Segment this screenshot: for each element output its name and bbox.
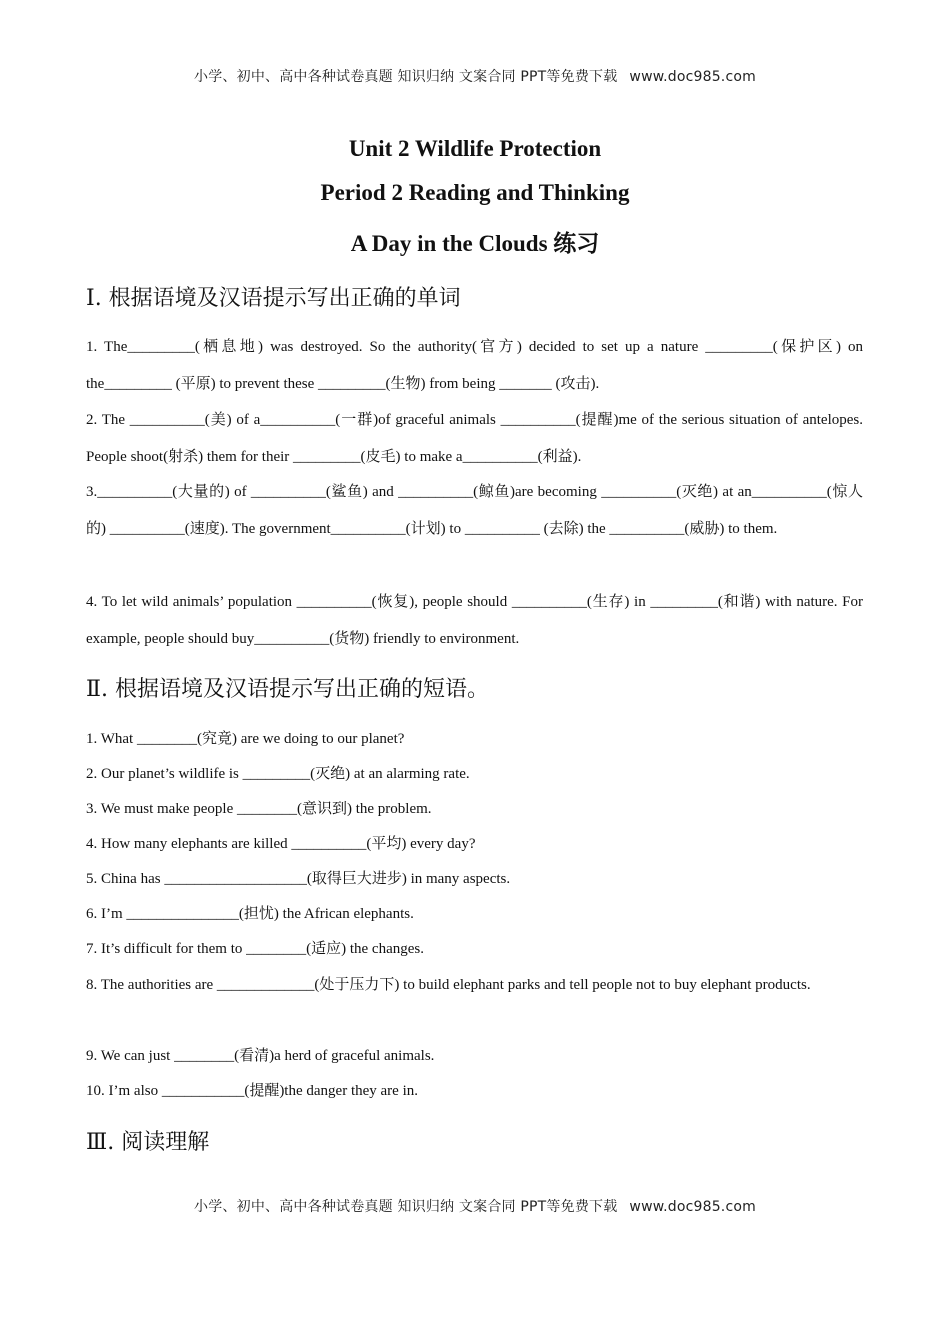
section-2-item-3: 3. We must make people ________(意识到) the problem.: [86, 801, 432, 817]
section-1-item-1: 1. The_________(栖息地) was destroyed. So the authority(官方) decided to set up a nature _________(保护区) on the_________ (平原) to prevent these _________(生物) from being _______ (攻击).: [86, 339, 863, 392]
page-header: [0, 66, 950, 86]
section-2-item-1: 1. What ________(究竟) are we doing to our planet?: [86, 731, 405, 747]
period-title: Period 2 Reading and Thinking: [320, 180, 630, 205]
section-1-item-2: 2. The __________(美) of a__________(一群)of graceful animals __________(提醒)me of the serious situation of antelopes. People shoot(射杀) them for their _________(皮毛) to make a__________(利益).: [86, 412, 863, 465]
footer-site: www.doc985.com: [629, 1199, 756, 1215]
section-2-heading: Ⅱ. 根据语境及汉语提示写出正确的短语。: [86, 677, 489, 702]
section-2-item-8: 8. The authorities are _____________(处于压力下) to build elephant parks and tell people not to buy elephant products.: [86, 977, 811, 993]
page-footer: [0, 1196, 950, 1216]
section-3-heading: Ⅲ. 阅读理解: [86, 1130, 210, 1155]
section-1-heading: Ⅰ. 根据语境及汉语提示写出正确的单词: [86, 286, 461, 311]
header-text: 小学、初中、高中各种试卷真题 知识归纳 文案合同 PPT等免费下载: [194, 69, 618, 85]
section-2-item-2: 2. Our planet’s wildlife is _________(灭绝) at an alarming rate.: [86, 766, 470, 782]
header-site: www.doc985.com: [629, 69, 756, 85]
section-1-item-4: 4. To let wild animals’ population __________(恢复), people should __________(生存) in _________(和谐) with nature. For example, people should buy__________(货物) friendly to environment.: [86, 594, 863, 647]
section-2-item-6: 6. I’m _______________(担忧) the African elephants.: [86, 906, 414, 922]
lesson-title: A Day in the Clouds 练习: [350, 231, 600, 256]
section-2-item-5: 5. China has ___________________(取得巨大进步) in many aspects.: [86, 871, 511, 887]
section-2-item-10: 10. I’m also ___________(提醒)the danger they are in.: [86, 1083, 418, 1099]
section-2-item-7: 7. It’s difficult for them to ________(适应) the changes.: [86, 941, 424, 957]
section-2-item-9: 9. We can just ________(看清)a herd of graceful animals.: [86, 1048, 435, 1064]
section-2-item-4: 4. How many elephants are killed __________(平均) every day?: [86, 836, 476, 852]
footer-text: 小学、初中、高中各种试卷真题 知识归纳 文案合同 PPT等免费下载: [194, 1199, 618, 1215]
section-1-item-3: 3.__________(大量的) of __________(鲨鱼) and __________(鲸鱼)are becoming __________(灭绝) at an__________(惊人的) __________(速度). The government__________(计划) to __________ (去除) the __________(威胁) to them.: [86, 484, 863, 537]
unit-title: Unit 2 Wildlife Protection: [348, 136, 602, 161]
